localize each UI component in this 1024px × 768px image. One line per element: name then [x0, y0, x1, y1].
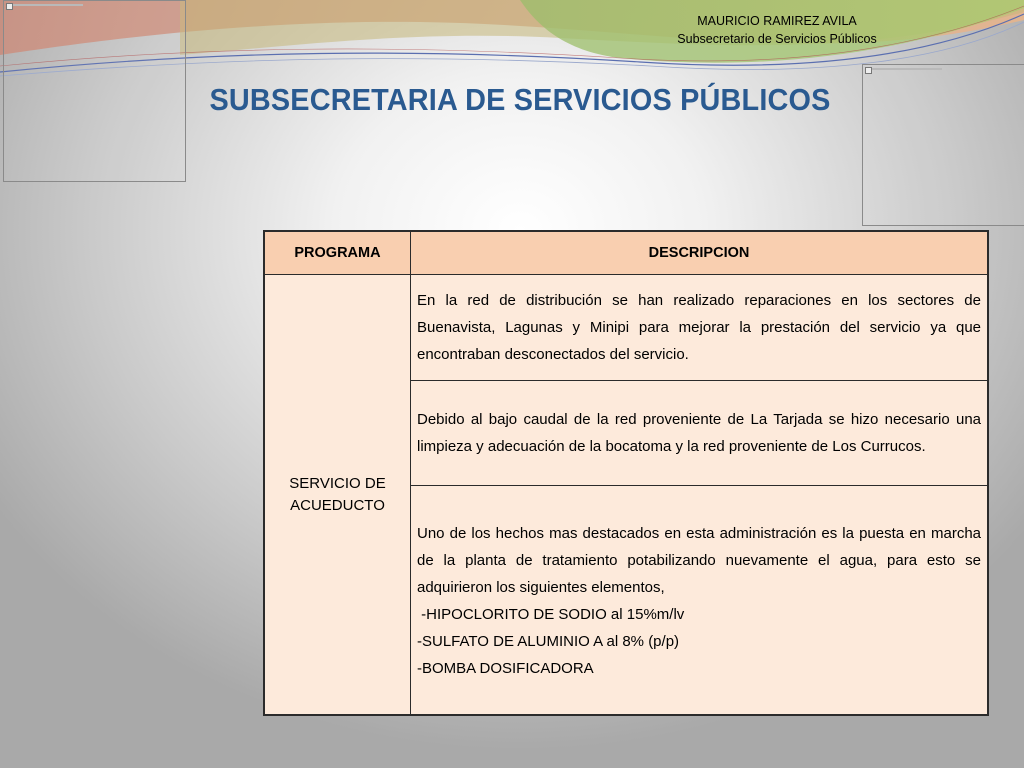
description-cell — [411, 486, 989, 716]
program-table — [263, 230, 989, 716]
placeholder-caption-bar — [13, 4, 83, 6]
author-role: Subsecretario de Servicios Públicos — [677, 32, 877, 46]
list-item: -HIPOCLORITO DE SODIO al 15%m/lv — [417, 606, 685, 623]
list-item: -BOMBA DOSIFICADORA — [417, 660, 594, 677]
slide-title: SUBSECRETARIA DE SERVICIOS PÚBLICOS — [209, 82, 831, 117]
author-name: MAURICIO RAMIREZ AVILA — [697, 14, 857, 28]
supply-list — [417, 601, 981, 682]
broken-image-icon — [6, 3, 13, 10]
table-header-row — [264, 231, 988, 275]
description-cell: En la red de distribución se han realizado reparaciones en los sectores de Buenavista, Lagunas y Minipi para mejorar la prestación del servicio ya que encontraban desconectados del servicio. — [411, 275, 989, 381]
header-programa: PROGRAMA — [264, 231, 411, 275]
broken-image-icon — [865, 67, 872, 74]
description-cell: Debido al bajo caudal de la red proveniente de La Tarjada se hizo necesario una limpieza y adecuación de la bocatoma y la red proveniente de Los Currucos. — [411, 381, 989, 486]
placeholder-caption-bar — [872, 68, 942, 70]
list-item: -SULFATO DE ALUMINIO A al 8% (p/p) — [417, 633, 680, 650]
image-placeholder-left — [3, 0, 186, 182]
author-block — [640, 12, 914, 48]
description-paragraph: Uno de los hechos mas destacados en esta administración es la puesta en marcha de la planta de tratamiento potabilizando nuevamente el agua, para esto se adquirieron los siguientes elementos, — [417, 525, 981, 596]
program-name-cell: SERVICIO DE ACUEDUCTO — [264, 275, 411, 716]
table-row — [264, 275, 988, 381]
header-descripcion: DESCRIPCION — [411, 231, 989, 275]
image-placeholder-right — [862, 64, 1024, 226]
